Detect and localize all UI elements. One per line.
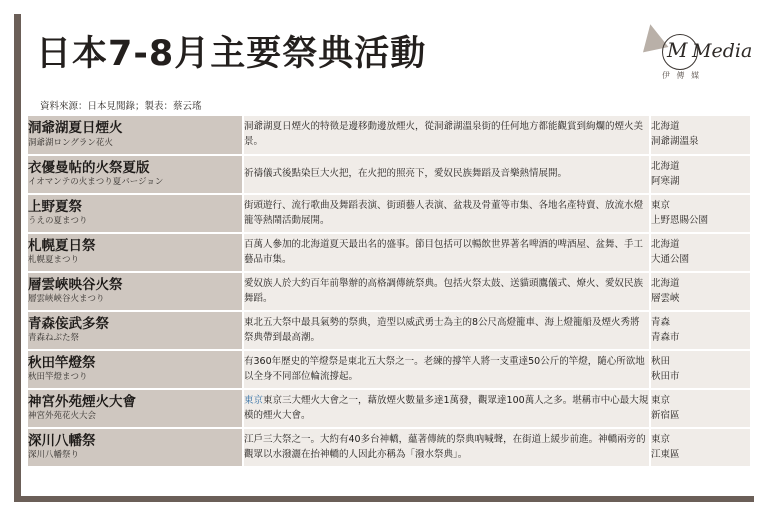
festival-name-zh: 深川八幡祭 — [28, 432, 96, 449]
logo-subtitle: 伊 傳 媒 — [662, 71, 702, 80]
location-prefecture: 秋田 — [651, 355, 671, 367]
location-place: 大通公園 — [651, 253, 690, 265]
festival-name-ja: 深川八幡祭り — [28, 450, 80, 461]
festival-name-cell — [28, 350, 243, 389]
festival-name-cell — [28, 155, 243, 194]
location-place: 江東區 — [651, 448, 680, 460]
festival-name-zh: 札幌夏日祭 — [28, 237, 96, 254]
table-row — [28, 272, 750, 311]
table-row — [28, 233, 750, 272]
festival-name-ja: 洞爺湖ロングラン花火 — [28, 137, 113, 148]
festival-location-cell — [650, 155, 750, 194]
festival-description-cell: 百萬人參加的北海道夏天最出名的盛事。節目包括可以暢飲世界著名啤酒的啤酒屋、盆舞、手工藝品市集。 — [243, 233, 650, 272]
location-prefecture: 北海道 — [651, 121, 680, 133]
festival-location-cell — [650, 428, 750, 467]
location-place: 新宿區 — [651, 409, 680, 421]
location-place: 阿寒湖 — [651, 175, 680, 187]
festival-location-cell — [650, 311, 750, 350]
festival-name-ja: 層雲峽峽谷火まつり — [28, 294, 105, 305]
festival-table — [28, 116, 750, 468]
festival-name-ja: 神宮外苑花火大会 — [28, 411, 97, 422]
festival-name-zh: 青森侫武多祭 — [28, 315, 109, 332]
festival-description-cell: 江戶三大祭之一。大約有40多台神轎，蘊著傳統的祭典吶喊聲，在街道上緩步前進。神轎兩旁的觀眾以水潑灑在抬神轎的人因此亦稱為「潑水祭典」。 — [243, 428, 650, 467]
source-credit: 資料來源：日本見聞錄；製表：蔡云瑤 — [40, 101, 202, 112]
page-title: 日本7-8月主要祭典活動 — [36, 34, 427, 74]
festival-name-cell — [28, 311, 243, 350]
location-prefecture: 北海道 — [651, 238, 680, 250]
logo-mark-letter: M — [667, 38, 688, 62]
location-place: 秋田市 — [651, 370, 680, 382]
location-place: 上野恩賜公園 — [651, 214, 709, 226]
festival-description-cell: 祈禱儀式後點染巨大火把，在火把的照亮下，愛奴民族舞蹈及音樂熱情展開。 — [243, 155, 650, 194]
festival-name-ja: 青森ねぶた祭 — [28, 333, 80, 344]
table-row — [28, 116, 750, 155]
festival-name-cell — [28, 116, 243, 155]
table-row — [28, 155, 750, 194]
festival-location-cell — [650, 233, 750, 272]
festival-name-ja: 札幌夏まつり — [28, 255, 80, 266]
festival-description-cell: 街頭遊行、流行歌曲及舞蹈表演、街頭藝人表演、盆栽及骨董等市集、各地名產特賣、放流水燈籠等熱鬧活動展開。 — [243, 194, 650, 233]
festival-description-cell: 愛奴族人於大約百年前舉辦的高格調傳統祭典。包括火祭太鼓、送貓頭鷹儀式、燎火、愛奴民族舞蹈。 — [243, 272, 650, 311]
location-prefecture: 東京 — [651, 433, 671, 445]
table-row — [28, 428, 750, 467]
location-place: 洞爺湖溫泉 — [651, 136, 699, 147]
festival-name-ja: 秋田竿燈まつり — [28, 372, 88, 383]
festival-name-ja: イオマンテの火まつり夏バージョン — [28, 177, 164, 188]
location-place: 層雲峽 — [651, 292, 680, 304]
festival-description-cell: 東北五大祭中最具氣勢的祭典，造型以威武勇士為主的8公尺高燈籠車、海上燈籠船及煙火秀將祭典帶到最高潮。 — [243, 311, 650, 350]
festival-table-body — [28, 116, 750, 467]
left-accent-bar — [14, 14, 21, 498]
festival-name-cell — [28, 428, 243, 467]
bottom-accent-bar — [14, 496, 754, 502]
festival-location-cell — [650, 389, 750, 428]
table-row — [28, 350, 750, 389]
description-highlight: 東京 — [244, 394, 264, 406]
festival-description-cell: 有360年歷史的竿燈祭是東北五大祭之一。老練的撐竿人將一支重達50公斤的竿燈，隨心所欲地以全身不同部位輪流撐起。 — [243, 350, 650, 389]
festival-name-cell — [28, 194, 243, 233]
festival-location-cell — [650, 116, 750, 155]
table-row — [28, 194, 750, 233]
table-row — [28, 389, 750, 428]
location-prefecture: 東京 — [651, 394, 671, 406]
festival-name-cell — [28, 389, 243, 428]
festival-description-cell: 洞爺湖夏日煙火的特徵是邊移動邊放煙火，從洞爺湖溫泉街的任何地方都能觀賞到絢爛的煙火美景。 — [243, 116, 650, 155]
festival-name-zh: 層雲峽映谷火祭 — [28, 276, 123, 293]
location-prefecture: 北海道 — [651, 277, 680, 289]
location-prefecture: 東京 — [651, 199, 671, 211]
festival-name-cell — [28, 233, 243, 272]
festival-name-ja: うえの夏まつり — [28, 216, 88, 227]
location-prefecture: 青森 — [651, 316, 671, 328]
festival-name-zh: 神宮外苑煙火大會 — [28, 393, 136, 410]
location-place: 青森市 — [651, 331, 680, 343]
festival-name-cell — [28, 272, 243, 311]
festival-location-cell — [650, 194, 750, 233]
festival-location-cell — [650, 350, 750, 389]
festival-name-zh: 洞爺湖夏日煙火 — [28, 120, 123, 137]
festival-description-cell — [243, 389, 650, 428]
logo-wordmark: Media — [692, 40, 753, 62]
festival-name-zh: 衣優曼帖的火祭夏版 — [28, 159, 150, 176]
brand-logo — [634, 22, 753, 84]
description-text: 東京三大煙火大會之一，藉放煙火數量多達1萬發，觀眾達100萬人之多。堪稱市中心最大規模的煙火大會。 — [244, 394, 649, 421]
location-prefecture: 北海道 — [651, 160, 680, 172]
table-row — [28, 311, 750, 350]
festival-name-zh: 秋田竿燈祭 — [28, 354, 96, 371]
festival-location-cell — [650, 272, 750, 311]
festival-name-zh: 上野夏祭 — [28, 198, 82, 215]
